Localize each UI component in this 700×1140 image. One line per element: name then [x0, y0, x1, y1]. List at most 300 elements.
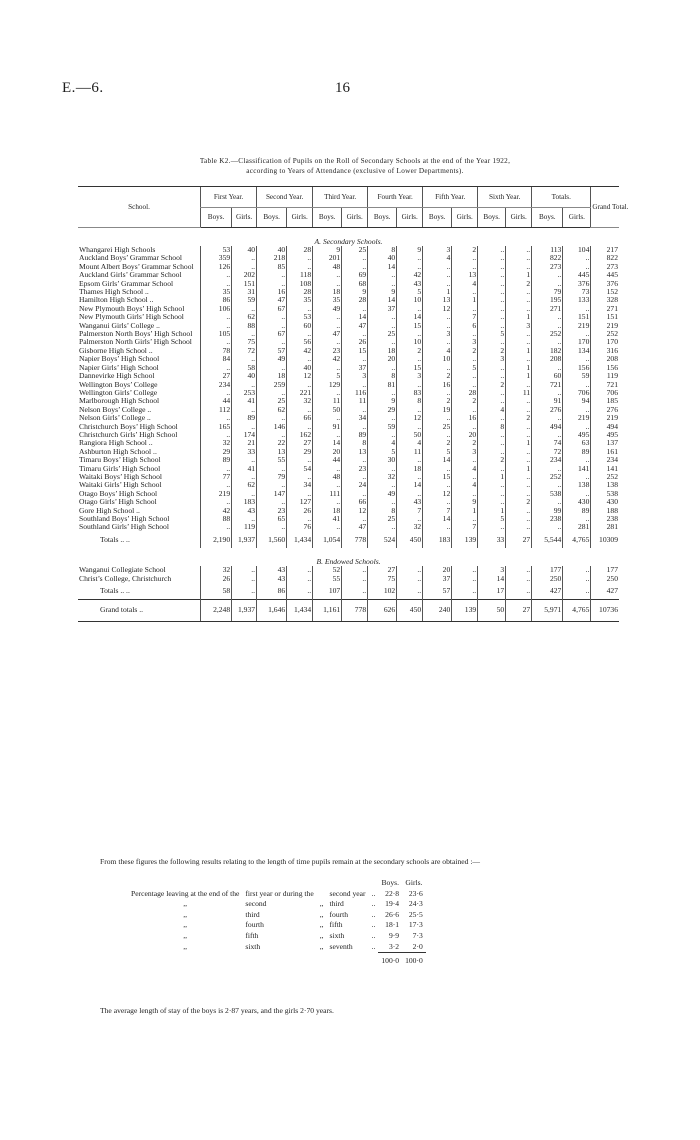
- value-cell: 2: [423, 372, 452, 380]
- value-cell: 234: [591, 456, 619, 464]
- value-cell: 1: [506, 372, 532, 380]
- value-cell: ..: [478, 523, 506, 531]
- value-cell: 86: [201, 296, 232, 304]
- value-cell: 106: [201, 305, 232, 313]
- value-cell: 778: [342, 600, 368, 621]
- value-cell: ..: [342, 473, 368, 481]
- value-cell: ..: [452, 566, 478, 574]
- value-cell: 2: [506, 498, 532, 506]
- value-cell: ..: [257, 431, 287, 439]
- school-name: Timaru Girls’ High School: [79, 463, 161, 473]
- value-cell: 9: [368, 397, 397, 405]
- to-year: fifth: [329, 920, 343, 930]
- to-year: second year: [329, 888, 366, 898]
- value-cell: 4: [478, 406, 506, 414]
- value-cell: ..: [506, 575, 532, 583]
- value-cell: ..: [257, 322, 287, 330]
- value-cell: 47: [342, 523, 368, 531]
- value-cell: ..: [478, 498, 506, 506]
- value-cell: ..: [506, 431, 532, 439]
- spacer-cell: [327, 953, 369, 967]
- value-cell: 52: [313, 566, 342, 574]
- value-cell: 62: [232, 313, 257, 321]
- value-cell: 13: [452, 271, 478, 279]
- value-cell: ..: [478, 254, 506, 262]
- to-year: seventh: [329, 941, 353, 951]
- value-cell: ..: [287, 406, 313, 414]
- value-cell: 25: [368, 330, 397, 338]
- value-cell: ..: [506, 473, 532, 481]
- value-cell: ..: [452, 456, 478, 464]
- table-row: [78, 490, 619, 498]
- value-cell: 430: [591, 498, 619, 506]
- table-row: [78, 389, 619, 397]
- girls-percentage: 2·0: [412, 941, 423, 951]
- value-cell: 538: [532, 490, 563, 498]
- spacer-cell: [242, 878, 316, 889]
- girls-subheader: Girls.: [342, 208, 368, 228]
- table-row: [78, 372, 619, 380]
- value-cell: ..: [423, 271, 452, 279]
- value-cell: 24: [342, 481, 368, 489]
- first-year-header: First Year.: [201, 187, 257, 208]
- value-cell: 27: [287, 439, 313, 447]
- value-cell: ..: [397, 456, 423, 464]
- value-cell: 89: [201, 456, 232, 464]
- value-cell: ..: [313, 389, 342, 397]
- value-cell: 281: [563, 523, 591, 531]
- value-cell: 33: [478, 532, 506, 548]
- value-cell: 626: [368, 600, 397, 621]
- value-cell: 89: [232, 414, 257, 422]
- value-cell: ..: [563, 423, 591, 431]
- value-cell: ..: [397, 566, 423, 574]
- table-row: [78, 397, 619, 405]
- value-cell: ..: [423, 431, 452, 439]
- value-cell: ..: [563, 583, 591, 600]
- value-cell: 5: [423, 448, 452, 456]
- value-cell: 79: [532, 288, 563, 296]
- value-cell: 219: [563, 414, 591, 422]
- value-cell: ..: [257, 364, 287, 372]
- value-cell: ..: [368, 322, 397, 330]
- value-cell: 1,937: [232, 532, 257, 548]
- totals-row: [78, 583, 619, 600]
- spacer-cell: [327, 878, 369, 889]
- value-cell: 219: [591, 414, 619, 422]
- school-name: New Plymouth Girls’ High School: [79, 312, 184, 322]
- value-cell: 170: [563, 338, 591, 346]
- value-cell: ..: [368, 280, 397, 288]
- value-cell: 28: [287, 246, 313, 254]
- boys-percentage: 18·1: [385, 920, 400, 930]
- value-cell: 252: [591, 330, 619, 338]
- value-cell: 7: [397, 507, 423, 515]
- value-cell: ..: [532, 280, 563, 288]
- value-cell: 183: [423, 532, 452, 548]
- value-cell: 427: [591, 583, 619, 600]
- value-cell: 706: [591, 389, 619, 397]
- value-cell: 494: [591, 423, 619, 431]
- value-cell: 35: [201, 288, 232, 296]
- boys-percentage: 19·4: [385, 899, 400, 909]
- value-cell: 74: [532, 439, 563, 447]
- value-cell: 4: [452, 465, 478, 473]
- value-cell: ..: [532, 498, 563, 506]
- school-name: Wanganui Girls’ College ..: [79, 320, 160, 330]
- retention-header-row: [128, 878, 426, 889]
- table-caption: [70, 156, 640, 176]
- value-cell: 10: [397, 296, 423, 304]
- value-cell: 185: [591, 397, 619, 405]
- value-cell: 134: [563, 347, 591, 355]
- value-cell: 89: [342, 431, 368, 439]
- value-cell: ..: [452, 515, 478, 523]
- value-cell: ..: [397, 263, 423, 271]
- value-cell: ..: [201, 271, 232, 279]
- school-name: Otago Girls’ High School: [79, 497, 157, 507]
- value-cell: ..: [287, 305, 313, 313]
- value-cell: 162: [287, 431, 313, 439]
- value-cell: ..: [563, 566, 591, 574]
- boys-subheader: Boys.: [257, 208, 287, 228]
- school-name: Wanganui Collegiate School: [79, 565, 166, 575]
- value-cell: ..: [368, 389, 397, 397]
- value-cell: ..: [257, 465, 287, 473]
- school-name: Nelson Boys’ College ..: [79, 404, 152, 414]
- value-cell: 147: [257, 490, 287, 498]
- value-cell: 208: [532, 355, 563, 363]
- value-cell: 376: [563, 280, 591, 288]
- value-cell: 1: [506, 465, 532, 473]
- value-cell: 28: [452, 389, 478, 397]
- value-cell: 174: [232, 431, 257, 439]
- value-cell: 25: [368, 515, 397, 523]
- value-cell: 276: [591, 406, 619, 414]
- boys-subheader: Boys.: [478, 208, 506, 228]
- table-row: [78, 347, 619, 355]
- from-year: third: [245, 909, 260, 919]
- boys-subheader: Boys.: [532, 208, 563, 228]
- value-cell: 445: [563, 271, 591, 279]
- value-cell: ..: [201, 338, 232, 346]
- value-cell: ..: [423, 414, 452, 422]
- from-year: first year or during the: [245, 888, 314, 898]
- value-cell: 822: [591, 254, 619, 262]
- value-cell: ..: [232, 566, 257, 574]
- value-cell: ..: [397, 406, 423, 414]
- value-cell: 14: [423, 515, 452, 523]
- value-cell: 28: [342, 296, 368, 304]
- value-cell: 15: [423, 473, 452, 481]
- value-cell: 42: [201, 507, 232, 515]
- value-cell: 2: [478, 381, 506, 389]
- value-cell: ..: [342, 456, 368, 464]
- value-cell: 18: [368, 347, 397, 355]
- value-cell: 13: [257, 448, 287, 456]
- value-cell: ..: [397, 254, 423, 262]
- value-cell: ..: [478, 439, 506, 447]
- value-cell: 721: [532, 381, 563, 389]
- value-cell: 17: [478, 583, 506, 600]
- value-cell: 42: [313, 355, 342, 363]
- value-cell: 4: [452, 481, 478, 489]
- value-cell: ..: [423, 263, 452, 271]
- from-year: second: [245, 899, 267, 909]
- value-cell: 129: [313, 381, 342, 389]
- value-cell: 450: [397, 532, 423, 548]
- value-cell: ..: [287, 254, 313, 262]
- value-cell: 12: [397, 414, 423, 422]
- value-cell: 14: [313, 439, 342, 447]
- value-cell: 43: [397, 498, 423, 506]
- value-cell: 1: [506, 313, 532, 321]
- school-name: Wellington Boys’ College: [79, 379, 158, 389]
- table-row: [78, 523, 619, 531]
- totals-row: [78, 532, 619, 548]
- value-cell: 16: [423, 381, 452, 389]
- value-cell: ..: [478, 280, 506, 288]
- value-cell: 7: [452, 313, 478, 321]
- value-cell: 188: [591, 507, 619, 515]
- value-cell: ..: [563, 575, 591, 583]
- value-cell: 252: [591, 473, 619, 481]
- value-cell: 44: [201, 397, 232, 405]
- value-cell: 15: [342, 347, 368, 355]
- school-name: Whangarei High Schools: [79, 245, 156, 254]
- section-title: B. Endowed Schools.: [316, 556, 381, 566]
- value-cell: ..: [201, 364, 232, 372]
- value-cell: ..: [397, 490, 423, 498]
- value-cell: 48: [313, 473, 342, 481]
- retention-table: [128, 878, 426, 967]
- value-cell: ..: [368, 523, 397, 531]
- value-cell: 11: [397, 448, 423, 456]
- value-cell: 86: [257, 583, 287, 600]
- retention-prefix: ,,: [183, 930, 188, 940]
- value-cell: 5,971: [532, 600, 563, 621]
- value-cell: ..: [478, 288, 506, 296]
- value-cell: ..: [506, 355, 532, 363]
- value-cell: 273: [591, 263, 619, 271]
- value-cell: 113: [532, 246, 563, 254]
- boys-subheader: Boys.: [201, 208, 232, 228]
- value-cell: ..: [563, 473, 591, 481]
- school-name: Thames High School ..: [79, 287, 149, 297]
- value-cell: 83: [397, 389, 423, 397]
- value-cell: 29: [287, 448, 313, 456]
- value-cell: ..: [532, 364, 563, 372]
- value-cell: 170: [591, 338, 619, 346]
- value-cell: ..: [257, 523, 287, 531]
- leader-dots: ..: [371, 909, 376, 919]
- school-name: Epsom Girls’ Grammar School: [79, 278, 174, 288]
- value-cell: 10: [397, 338, 423, 346]
- value-cell: ..: [506, 583, 532, 600]
- value-cell: 76: [287, 523, 313, 531]
- girls-subheader: Girls.: [397, 208, 423, 228]
- school-name: Southland Boys’ High School: [79, 514, 170, 523]
- value-cell: 104: [563, 246, 591, 254]
- girls-percentage: 24·3: [408, 899, 423, 909]
- value-cell: ..: [452, 305, 478, 313]
- value-cell: ..: [478, 490, 506, 498]
- spacer-cell: [242, 953, 316, 967]
- value-cell: 1: [506, 271, 532, 279]
- value-cell: 42: [287, 347, 313, 355]
- value-cell: 141: [563, 465, 591, 473]
- value-cell: ..: [452, 575, 478, 583]
- value-cell: 65: [257, 515, 287, 523]
- value-cell: ..: [201, 431, 232, 439]
- value-cell: ..: [423, 465, 452, 473]
- school-name: Dannevirke High School: [79, 371, 155, 381]
- value-cell: 4: [423, 347, 452, 355]
- value-cell: 3: [506, 322, 532, 330]
- value-cell: 14: [368, 296, 397, 304]
- girls-percentage: 7·3: [412, 930, 423, 940]
- retention-prefix: ,,: [183, 909, 188, 919]
- school-name: Totals .. ..: [100, 586, 130, 596]
- value-cell: ..: [232, 355, 257, 363]
- value-cell: 5: [478, 330, 506, 338]
- value-cell: ..: [452, 583, 478, 600]
- value-cell: 18: [313, 288, 342, 296]
- value-cell: ..: [506, 305, 532, 313]
- value-cell: ..: [478, 322, 506, 330]
- girls-subheader: Girls.: [287, 208, 313, 228]
- value-cell: ..: [342, 263, 368, 271]
- value-cell: ..: [368, 364, 397, 372]
- value-cell: 5,544: [532, 532, 563, 548]
- school-name: Christchurch Boys’ High School: [79, 421, 178, 431]
- school-name: Mount Albert Boys’ Grammar School: [79, 261, 194, 271]
- value-cell: 43: [257, 566, 287, 574]
- value-cell: 822: [532, 254, 563, 262]
- value-cell: ..: [506, 456, 532, 464]
- value-cell: 62: [257, 406, 287, 414]
- value-cell: 5: [478, 515, 506, 523]
- value-cell: 88: [232, 322, 257, 330]
- sixth-year-header: Sixth Year.: [478, 187, 532, 208]
- value-cell: 54: [287, 465, 313, 473]
- value-cell: ..: [313, 322, 342, 330]
- value-cell: 11: [506, 389, 532, 397]
- value-cell: 60: [532, 372, 563, 380]
- value-cell: 3: [452, 338, 478, 346]
- value-cell: 195: [532, 296, 563, 304]
- value-cell: 99: [532, 507, 563, 515]
- value-cell: ..: [423, 338, 452, 346]
- table-row: [78, 381, 619, 389]
- value-cell: ..: [506, 338, 532, 346]
- page-number: 16: [335, 80, 350, 96]
- value-cell: 259: [257, 381, 287, 389]
- page-code: E.—6.: [62, 80, 104, 96]
- table-row: [78, 280, 619, 288]
- value-cell: 15: [397, 322, 423, 330]
- value-cell: 59: [232, 296, 257, 304]
- value-cell: 240: [423, 600, 452, 621]
- value-cell: 26: [201, 575, 232, 583]
- value-cell: 40: [232, 372, 257, 380]
- retention-prefix: ,,: [183, 920, 188, 930]
- table-row: [78, 481, 619, 489]
- totals-header: Totals.: [532, 187, 591, 208]
- value-cell: ..: [313, 313, 342, 321]
- value-cell: ..: [532, 465, 563, 473]
- value-cell: 4: [423, 254, 452, 262]
- spacer-cell: [369, 878, 379, 889]
- value-cell: 67: [257, 330, 287, 338]
- value-cell: 1,434: [287, 600, 313, 621]
- value-cell: ..: [506, 481, 532, 489]
- value-cell: ..: [506, 523, 532, 531]
- value-cell: 21: [232, 439, 257, 447]
- value-cell: 84: [201, 355, 232, 363]
- retention-intro: From these figures the following results relating to the length of time pupils remain at the secondary schools are obtained :—: [100, 857, 481, 866]
- value-cell: ..: [452, 423, 478, 431]
- value-cell: 6: [452, 322, 478, 330]
- value-cell: 2: [423, 439, 452, 447]
- value-cell: 2: [506, 280, 532, 288]
- value-cell: ..: [506, 263, 532, 271]
- value-cell: ..: [452, 490, 478, 498]
- caption-line-1: Table K2.—Classification of Pupils on the Roll of Secondary Schools at the end of the Year 1922,: [199, 157, 511, 165]
- value-cell: ..: [397, 381, 423, 389]
- value-cell: 151: [563, 313, 591, 321]
- value-cell: ..: [232, 330, 257, 338]
- value-cell: ..: [342, 423, 368, 431]
- value-cell: 62: [232, 481, 257, 489]
- value-cell: ..: [287, 583, 313, 600]
- school-name: Palmerston North Girls’ High School: [79, 337, 192, 347]
- fourth-year-header: Fourth Year.: [368, 187, 423, 208]
- value-cell: 34: [342, 414, 368, 422]
- value-cell: 2: [478, 347, 506, 355]
- value-cell: 9: [397, 246, 423, 254]
- value-cell: ..: [532, 271, 563, 279]
- school-name: Napier Girls’ High School: [79, 362, 159, 372]
- value-cell: ..: [287, 423, 313, 431]
- value-cell: ..: [452, 372, 478, 380]
- value-cell: 4: [452, 280, 478, 288]
- value-cell: ..: [313, 364, 342, 372]
- value-cell: 20: [368, 355, 397, 363]
- value-cell: 23: [313, 347, 342, 355]
- school-name: Rangiora High School ..: [79, 438, 153, 448]
- table-row: [78, 431, 619, 439]
- value-cell: 47: [257, 296, 287, 304]
- value-cell: 183: [232, 498, 257, 506]
- value-cell: 102: [368, 583, 397, 600]
- value-cell: 1,646: [257, 600, 287, 621]
- value-cell: ..: [506, 490, 532, 498]
- value-cell: 108: [287, 280, 313, 288]
- school-name: Hamilton High School ..: [79, 295, 154, 305]
- value-cell: ..: [257, 313, 287, 321]
- value-cell: ..: [532, 523, 563, 531]
- value-cell: 49: [368, 490, 397, 498]
- value-cell: ..: [397, 473, 423, 481]
- from-year: fourth: [245, 920, 264, 930]
- spacer-cell: [317, 878, 327, 889]
- value-cell: 49: [313, 305, 342, 313]
- value-cell: ..: [287, 490, 313, 498]
- value-cell: 316: [591, 347, 619, 355]
- boys-subheader: Boys.: [423, 208, 452, 228]
- value-cell: 43: [397, 280, 423, 288]
